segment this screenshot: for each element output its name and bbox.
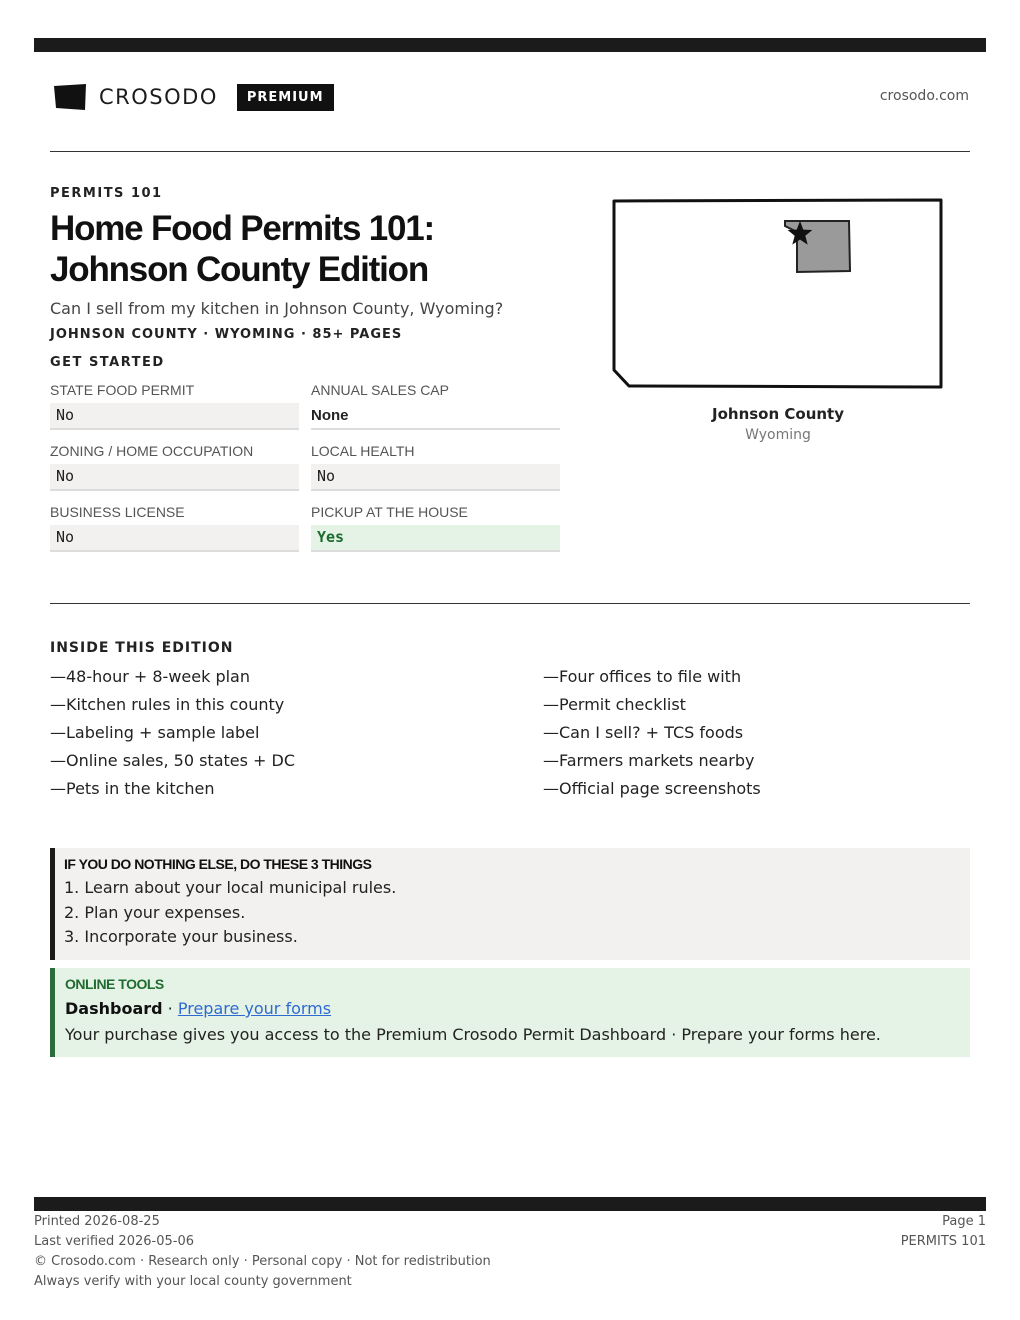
copyright-notice: © Crosodo.com · Research only · Personal copy · Not for redistribution bbox=[34, 1254, 491, 1269]
contents-right-column bbox=[543, 665, 970, 805]
footer-section: PERMITS 101 bbox=[900, 1234, 986, 1249]
contents-left-column bbox=[50, 665, 543, 805]
page-number: Page 1 bbox=[942, 1214, 986, 1229]
brand-lockup[interactable] bbox=[54, 82, 334, 112]
wyoming-logo-icon bbox=[54, 84, 86, 110]
tools-separator: · bbox=[162, 999, 178, 1018]
fact-pickup-at-house bbox=[311, 503, 560, 552]
verified-date: Last verified 2026-05-06 bbox=[34, 1234, 194, 1249]
dashboard-label: Dashboard bbox=[65, 999, 163, 1018]
brand-name: CROSODO bbox=[99, 85, 218, 109]
map-state-name: Wyoming bbox=[745, 427, 811, 443]
list-item: —Farmers markets nearby bbox=[543, 751, 755, 770]
list-item: —Labeling + sample label bbox=[50, 723, 260, 742]
fact-annual-sales-cap bbox=[311, 381, 560, 430]
fact-label: ZONING / HOME OCCUPATION bbox=[50, 443, 254, 459]
list-item: —48-hour + 8-week plan bbox=[50, 667, 250, 686]
fact-label: LOCAL HEALTH bbox=[311, 443, 415, 459]
top-rule-bar bbox=[34, 38, 986, 52]
fact-value: No bbox=[311, 464, 560, 489]
callout-item: 2. Plan your expenses. bbox=[64, 902, 246, 922]
fact-value: Yes bbox=[311, 525, 560, 550]
footer-right bbox=[901, 1213, 986, 1253]
fact-label: BUSINESS LICENSE bbox=[50, 504, 185, 520]
callout-item: 1. Learn about your local municipal rules. bbox=[64, 878, 397, 897]
fact-business-license bbox=[50, 503, 299, 552]
list-item: —Permit checklist bbox=[543, 695, 686, 714]
permit-facts-grid bbox=[50, 381, 559, 552]
callout-item: 3. Incorporate your business. bbox=[64, 927, 298, 946]
page-subtitle: Can I sell from my kitchen in Johnson County, Wyoming? bbox=[50, 299, 504, 318]
fact-value: No bbox=[50, 464, 299, 489]
fact-label: ANNUAL SALES CAP bbox=[311, 382, 449, 398]
edition-contents bbox=[50, 665, 970, 805]
callout-heading: IF YOU DO NOTHING ELSE, DO THESE 3 THINGS bbox=[64, 856, 372, 872]
site-url[interactable]: crosodo.com bbox=[879, 88, 969, 104]
list-item: —Can I sell? + TCS foods bbox=[543, 723, 744, 742]
page-title bbox=[50, 208, 570, 290]
fact-zoning bbox=[50, 442, 299, 491]
bottom-rule-bar bbox=[34, 1197, 986, 1211]
tools-links-line bbox=[65, 997, 970, 1023]
list-item: —Online sales, 50 states + DC bbox=[50, 751, 296, 770]
printed-date: Printed 2026-08-25 bbox=[34, 1214, 160, 1229]
tools-heading: ONLINE TOOLS bbox=[65, 976, 164, 992]
online-tools-panel bbox=[50, 968, 970, 1057]
fact-local-health bbox=[311, 442, 560, 491]
wyoming-map bbox=[612, 198, 944, 391]
fact-state-food-permit bbox=[50, 381, 299, 430]
tools-description: Your purchase gives you access to the Premium Crosodo Permit Dashboard · Prepare your forms here. bbox=[65, 1025, 881, 1044]
list-item: —Pets in the kitchen bbox=[50, 779, 215, 798]
premium-badge: PREMIUM bbox=[237, 84, 334, 111]
prepare-forms-link[interactable]: Prepare your forms bbox=[177, 999, 332, 1018]
get-started-heading: GET STARTED bbox=[50, 355, 165, 370]
three-things-callout bbox=[50, 848, 970, 960]
footer-left bbox=[34, 1213, 491, 1293]
state-outline bbox=[614, 200, 941, 387]
title-line-2: Johnson County Edition bbox=[50, 250, 428, 289]
header-divider bbox=[50, 151, 970, 152]
fact-value: None bbox=[311, 407, 349, 424]
state-map bbox=[612, 198, 944, 391]
list-item: —Kitchen rules in this county bbox=[50, 695, 285, 714]
section-divider bbox=[50, 603, 970, 604]
list-item: —Official page screenshots bbox=[543, 779, 761, 798]
map-county-name: Johnson County bbox=[712, 405, 844, 423]
inside-edition-heading: INSIDE THIS EDITION bbox=[50, 640, 234, 656]
edition-meta: JOHNSON COUNTY · WYOMING · 85+ PAGES bbox=[50, 327, 403, 342]
title-line-1: Home Food Permits 101: bbox=[50, 209, 434, 248]
section-eyebrow: PERMITS 101 bbox=[50, 186, 163, 201]
verify-disclaimer: Always verify with your local county government bbox=[34, 1274, 352, 1289]
list-item: —Four offices to file with bbox=[543, 667, 742, 686]
fact-label: PICKUP AT THE HOUSE bbox=[311, 504, 468, 520]
fact-value: No bbox=[50, 403, 299, 428]
fact-label: STATE FOOD PERMIT bbox=[50, 382, 195, 398]
fact-value: No bbox=[50, 525, 299, 550]
